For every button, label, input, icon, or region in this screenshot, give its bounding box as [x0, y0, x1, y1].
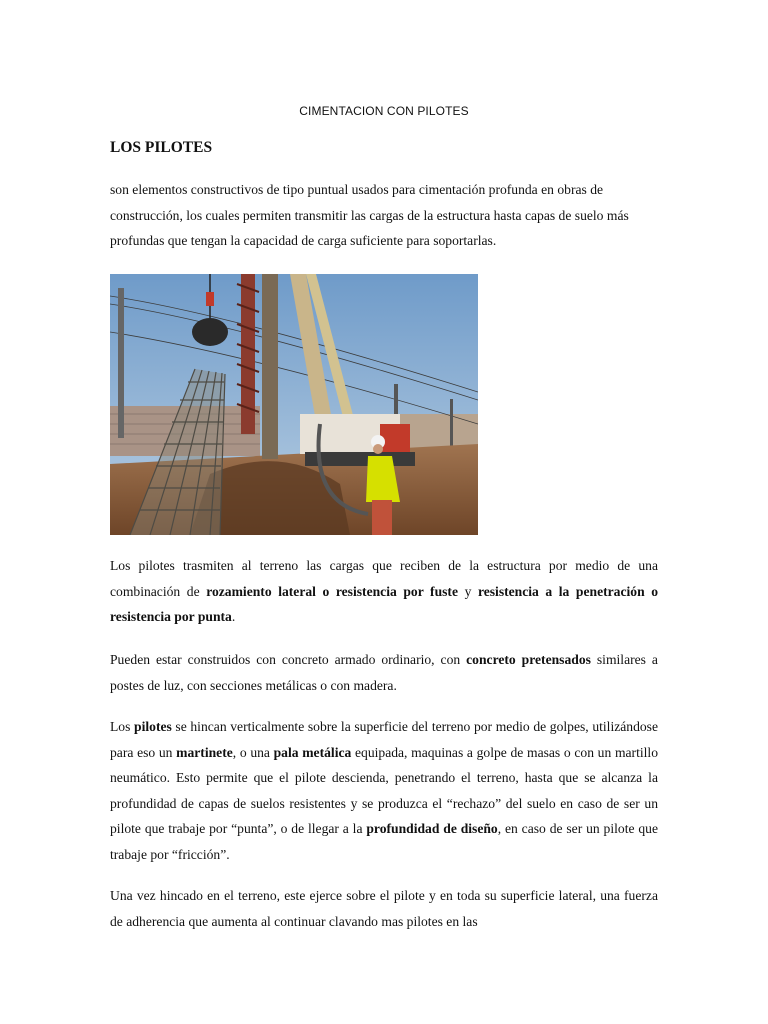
martinete-term: martinete	[176, 744, 233, 760]
pilotes-term: pilotes	[134, 719, 172, 734]
section-heading: LOS PILOTES	[110, 139, 213, 156]
load-transfer-paragraph: Los pilotes trasmiten al terreno las cargas que reciben de la estructura por medio de una combinación de rozamiento lateral o resistencia por fuste y resistencia a la penetración o resistencia por punta.	[110, 558, 658, 624]
adherence-paragraph: Una vez hincado en el terreno, este ejerce sobre el pilote y en toda su superficie lateral, una fuerza de adherencia que aumenta al continuar clavando mas pilotes en las	[110, 888, 658, 929]
intro-paragraph: son elementos constructivos de tipo puntual usados para cimentación profunda en obras de construcción, los cuales permiten transmitir las cargas de la estructura hasta capas de suelo más profundas que tengan la capacidad de carga suficiente para soportarlas.	[110, 182, 629, 248]
pile-construction-photo	[110, 274, 478, 535]
prestressed-concrete-term: concreto pretensados	[466, 652, 591, 667]
pala-metalica-term: pala metálica	[273, 744, 352, 760]
document-title: CIMENTACION CON PILOTES	[299, 104, 469, 118]
tip-resistance-term: resistencia a la penetración o resistencia por punta	[110, 583, 658, 624]
friction-resistance-term: rozamiento lateral o resistencia por fuste	[206, 583, 458, 599]
materials-paragraph: Pueden estar construidos con concreto armado ordinario, con concreto pretensados similares a postes de luz, con secciones metálicas o con madera.	[110, 652, 658, 693]
driving-paragraph: Los pilotes se hincan verticalmente sobre la superficie del terreno por medio de golpes, utilizándose para eso un martinete, o una pala metálica equipada, maquinas a golpe de masas o con un martillo neumático. Esto permite que el pilote descienda, penetrando el terreno, hasta que se alcanza la profundidad de capas de suelos resistentes y se produzca el “rechazo” del suelo en caso de ser un pilote que trabaje por “punta”, o de llegar a la profundidad de diseño, en caso de ser un pilote que trabaje por “fricción”.	[110, 719, 658, 862]
design-depth-term: profundidad de diseño	[366, 821, 498, 836]
